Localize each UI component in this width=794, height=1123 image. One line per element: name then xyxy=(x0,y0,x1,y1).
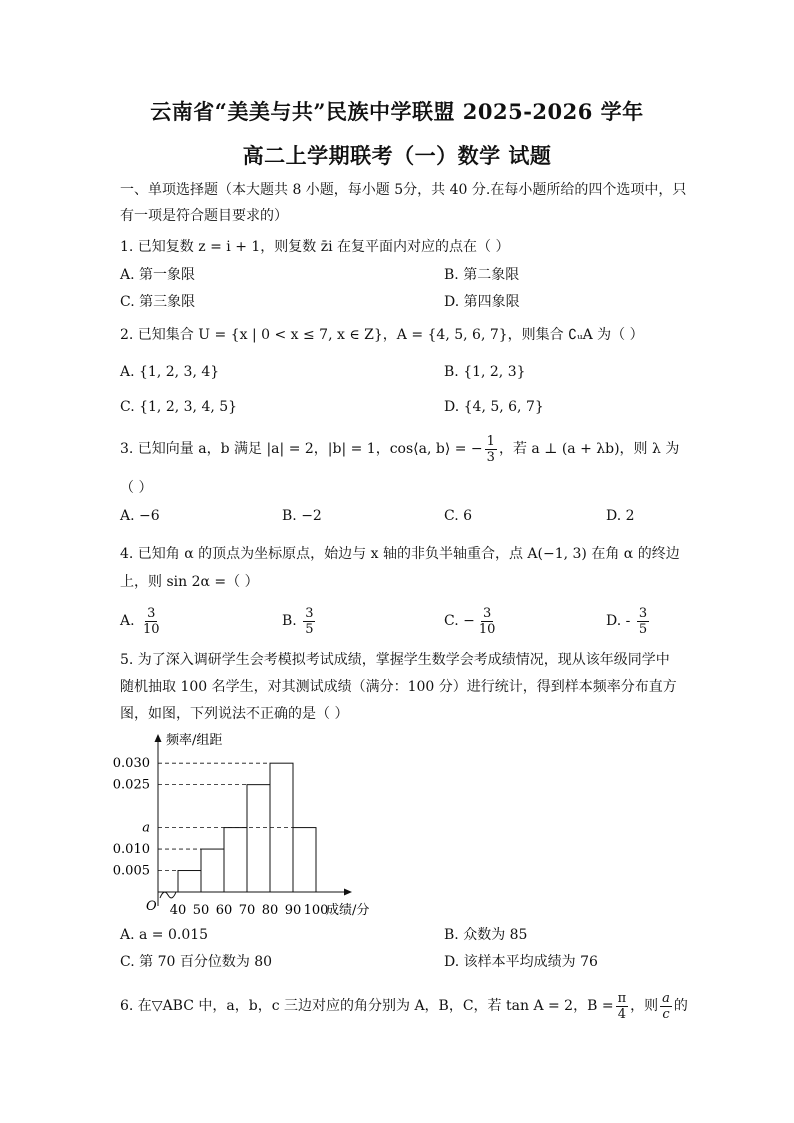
origin-label: O xyxy=(146,899,157,914)
q3-frac-num: 1 xyxy=(486,433,495,449)
q6-ratio-num: a xyxy=(662,990,670,1006)
section-intro-line1: 一、单项选择题（本大题共 8 小题，每小题 5分，共 40 分.在每小题所给的四个选项中，只 xyxy=(120,182,687,198)
y-axis-label: 频率/组距 xyxy=(166,733,223,748)
q1-option-a[interactable]: A. 第一象限 xyxy=(120,267,196,283)
histogram-bar xyxy=(293,828,316,892)
q6-stem-post: 的 xyxy=(673,998,688,1014)
x-tick-label: 100 xyxy=(303,903,329,918)
q2-option-b[interactable]: B. {1, 2, 3} xyxy=(444,364,526,380)
q4-c-num: 3 xyxy=(482,605,492,621)
exam-title-line1: 云南省“美美与共”民族中学联盟 2025-2026 学年 xyxy=(150,99,644,124)
y-axis-arrow-icon xyxy=(155,734,162,742)
q5-option-b[interactable]: B. 众数为 85 xyxy=(444,927,528,943)
x-tick-label: 80 xyxy=(261,903,279,918)
q1-option-b[interactable]: B. 第二象限 xyxy=(444,267,520,283)
y-tick-label: 0.030 xyxy=(112,756,150,772)
histogram-marks xyxy=(113,756,329,918)
q3-option-b[interactable]: B. −2 xyxy=(282,508,322,524)
question-5-stem-line3: 图，如图，下列说法不正确的是（ ） xyxy=(120,706,349,722)
q4-option-c[interactable] xyxy=(444,603,499,639)
question-4-stem-line2: 上，则 sin 2α =（ ） xyxy=(120,574,259,590)
q4-a-num: 3 xyxy=(147,605,156,621)
x-tick-label: 70 xyxy=(238,903,256,918)
q6-ratio-frac xyxy=(660,991,672,1022)
q2-option-a[interactable]: A. {1, 2, 3, 4} xyxy=(120,364,220,380)
q2-option-d[interactable]: D. {4, 5, 6, 7} xyxy=(444,399,544,415)
q6-stem-pre: 6. 在▽ABC 中，a，b，c 三边对应的角分别为 A，B，C，若 tan A = 2，B = xyxy=(120,998,614,1014)
q6-b-num: π xyxy=(617,990,627,1006)
y-tick-label: 0.025 xyxy=(112,777,150,793)
axis-break-icon xyxy=(160,892,176,898)
question-1-stem: 1. 已知复数 z = i + 1，则复数 z̄i 在复平面内对应的点在（ ） xyxy=(120,239,510,255)
q4-a-frac xyxy=(141,606,162,637)
q6-b-frac xyxy=(616,991,629,1022)
q3-stem-pre: 3. 已知向量 a，b 满足 |a| = 2，|b| = 1，cos⟨a, b⟩ = − xyxy=(120,441,483,457)
q3-fraction xyxy=(485,434,497,465)
question-5-stem-line2: 随机抽取 100 名学生，对其测试成绩（满分：100 分）进行统计，得到样本频率分布直方 xyxy=(120,679,677,695)
histogram-bar xyxy=(178,871,201,892)
x-tick-label: 60 xyxy=(215,903,233,918)
x-tick-label: 40 xyxy=(169,903,187,918)
q5-option-d[interactable]: D. 该样本平均成绩为 76 xyxy=(444,954,598,970)
q1-option-d[interactable]: D. 第四象限 xyxy=(444,294,520,310)
question-6-stem xyxy=(120,987,688,1025)
y-tick-label: 0.005 xyxy=(112,863,150,879)
q4-b-den: 5 xyxy=(305,621,314,637)
x-tick-label: 90 xyxy=(284,903,302,918)
q4-d-label: D. - xyxy=(606,613,631,629)
x-axis-label: 成绩/分 xyxy=(326,903,370,918)
y-tick-label: a xyxy=(142,820,150,836)
q4-c-den: 10 xyxy=(478,621,496,637)
q4-b-label: B. xyxy=(282,613,297,629)
q3-option-d[interactable]: D. 2 xyxy=(606,508,635,524)
x-axis-arrow-icon xyxy=(344,889,352,896)
q5-option-a[interactable]: A. a = 0.015 xyxy=(120,927,209,943)
x-tick-label: 50 xyxy=(192,903,210,918)
q4-d-den: 5 xyxy=(638,621,648,637)
q2-option-c[interactable]: C. {1, 2, 3, 4, 5} xyxy=(120,399,238,415)
q4-c-label: C. − xyxy=(444,613,475,629)
q6-ratio-den: c xyxy=(662,1006,670,1022)
q3-stem-post: ，若 a ⊥ (a + λb)，则 λ 为 xyxy=(498,441,680,457)
q4-c-frac xyxy=(477,606,498,637)
q4-b-num: 3 xyxy=(305,605,314,621)
histogram-bar xyxy=(201,849,224,892)
q4-a-den: 10 xyxy=(143,621,160,637)
q4-d-frac xyxy=(637,606,649,637)
q4-option-d[interactable] xyxy=(606,603,651,639)
q4-d-num: 3 xyxy=(638,605,648,621)
exam-title-line2: 高二上学期联考（一）数学 试题 xyxy=(242,143,552,168)
question-3-stem xyxy=(120,430,679,468)
q5-option-c[interactable]: C. 第 70 百分位数为 80 xyxy=(120,954,273,970)
q3-frac-den: 3 xyxy=(486,449,495,465)
q3-answer-paren: （ ） xyxy=(120,480,153,496)
frequency-histogram xyxy=(110,728,410,928)
q3-option-c[interactable]: C. 6 xyxy=(444,508,473,524)
histogram-bar xyxy=(224,828,247,892)
y-tick-label: 0.010 xyxy=(112,842,150,858)
q1-option-c[interactable]: C. 第三象限 xyxy=(120,294,196,310)
q4-a-label: A. xyxy=(120,613,135,629)
q4-option-b[interactable] xyxy=(282,603,317,639)
q6-b-den: 4 xyxy=(617,1006,626,1022)
q4-b-frac xyxy=(303,606,315,637)
q3-option-a[interactable]: A. −6 xyxy=(120,508,160,524)
question-5-stem-line1: 5. 为了深入调研学生会考模拟考试成绩，掌握学生数学会考成绩情况，现从该年级同学中 xyxy=(120,652,670,668)
question-4-stem-line1: 4. 已知角 α 的顶点为坐标原点，始边与 x 轴的非负半轴重合，点 A(−1, 3) 在角 α 的终边 xyxy=(120,546,680,562)
question-2-stem: 2. 已知集合 U = {x | 0 < x ≤ 7, x ∈ Z}，A = {4, 5, 6, 7}，则集合 ∁ᵤA 为（ ） xyxy=(120,327,644,343)
q6-stem-mid: ，则 xyxy=(630,998,659,1014)
q4-option-a[interactable] xyxy=(120,603,164,639)
histogram-bar xyxy=(247,785,270,892)
section-intro-line2: 有一项是符合题目要求的） xyxy=(120,208,288,224)
